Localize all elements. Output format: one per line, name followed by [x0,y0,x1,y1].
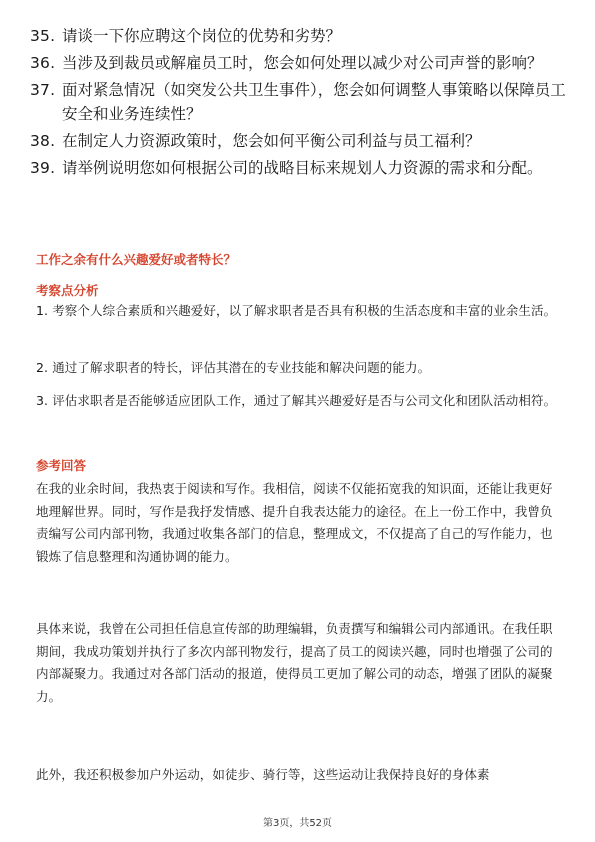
question-item [30,129,570,153]
analysis-title: 考察点分析 [36,283,99,298]
question-number: 39. [30,159,56,177]
question-text: 请举例说明您如何根据公司的战略目标来规划人力资源的需求和分配。 [62,159,543,177]
question-item [30,51,570,75]
page-footer: 第3页，共52页 [262,818,333,829]
question-text: 当涉及到裁员或解雇员工时，您会如何处理以减少对公司声誉的影响？ [62,54,543,72]
question-item [30,24,570,48]
analysis-point: 1. 考察个人综合素质和兴趣爱好，以了解求职者是否具有积极的生活态度和丰富的业余生活。 [36,303,557,318]
question-number: 38. [30,132,56,150]
question-item [30,78,570,126]
question-number: 35. [30,27,56,45]
answer-paragraph: 在我的业余时间，我热衷于阅读和写作。我相信，阅读不仅能拓宽我的知识面，还能让我更好地理解世界。同时，写作是我抒发情感、提升自我表达能力的途径。在上一份工作中，我曾负责编写公司内部刊物，我通过收集各部门的信息，整理成文，不仅提高了自己的写作能力，也锻炼了信息整理和沟通协调的能力。 [36,481,553,564]
answer-paragraph: 具体来说，我曾在公司担任信息宣传部的助理编辑，负责撰写和编辑公司内部通讯。在我任职期间，我成功策划并执行了多次内部刊物发行，提高了员工的阅读兴趣，同时也增强了公司的内部凝聚力。我通过对各部门活动的报道，使得员工更加了解公司的动态，增强了团队的凝聚力。 [36,621,553,704]
answer-title: 参考回答 [36,458,87,473]
question-number: 37. [30,81,56,99]
question-number: 36. [30,54,56,72]
question-list [30,24,570,183]
analysis-point: 3. 评估求职者是否能够适应团队工作，通过了解其兴趣爱好是否与公司文化和团队活动相符。 [36,393,557,408]
analysis-point: 2. 通过了解求职者的特长，评估其潜在的专业技能和解决问题的能力。 [36,360,431,375]
question-text: 面对紧急情况（如突发公共卫生事件），您会如何调整人事策略以保障员工安全和业务连续性？ [62,81,566,123]
question-text: 在制定人力资源政策时，您会如何平衡公司利益与员工福利？ [62,132,481,150]
answer-paragraph: 此外，我还积极参加户外运动，如徒步、骑行等，这些运动让我保持良好的身体素 [36,767,490,782]
question-item [30,156,570,180]
section-title: 工作之余有什么兴趣爱好或者特长？ [36,252,237,267]
question-text: 请谈一下你应聘这个岗位的优势和劣势？ [62,27,342,45]
